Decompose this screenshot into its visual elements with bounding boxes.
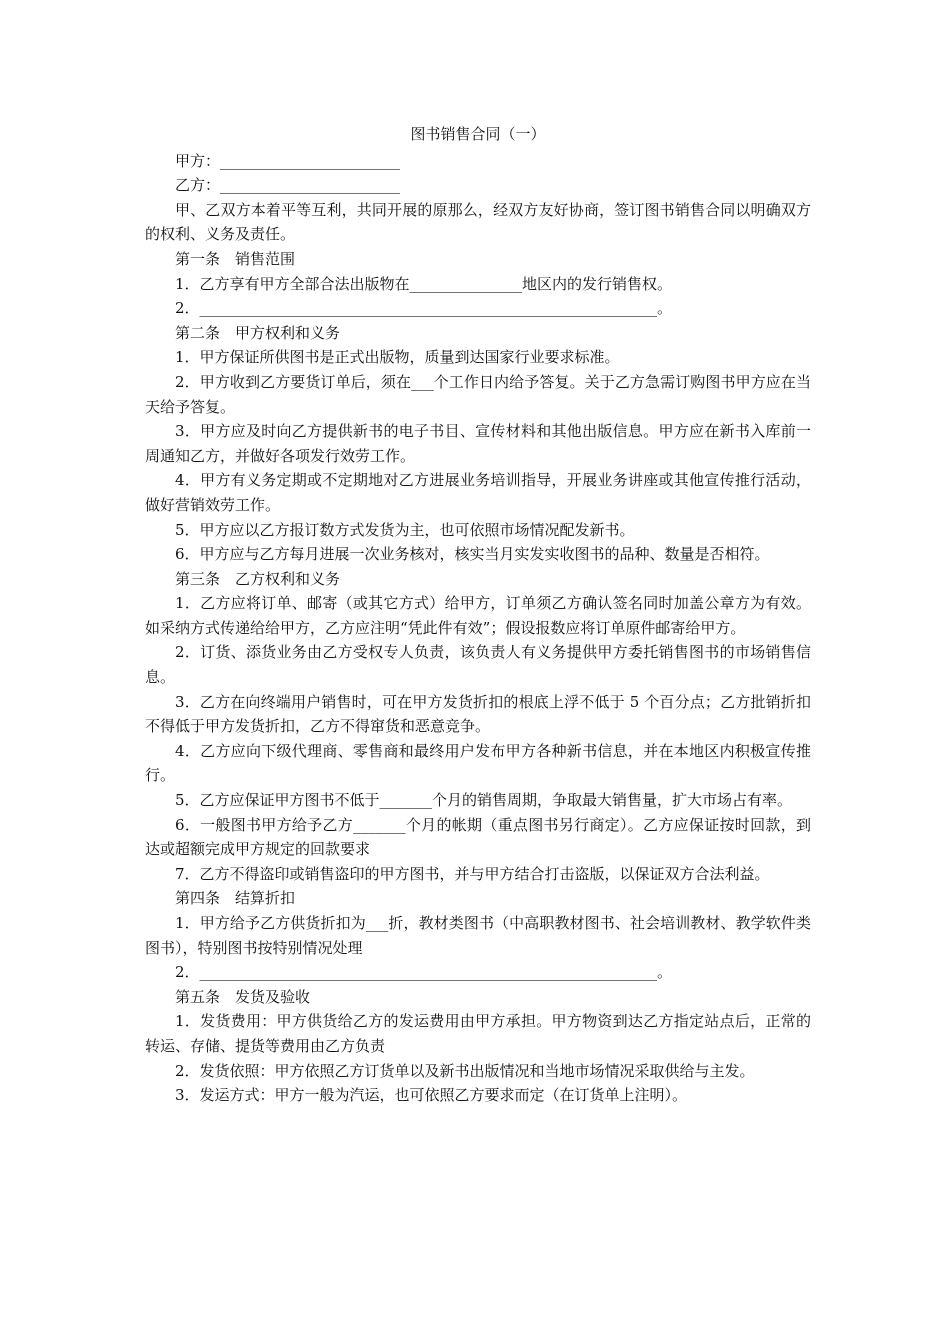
document-body: [145, 122, 811, 1108]
preamble-paragraph: 甲、乙双方本着平等互利，共同开展的原那么，经双方友好协商，签订图书销售合同以明确双方的权利、义务及责任。: [145, 200, 811, 244]
article-2-clause-4: 4．甲方有义务定期或不定期地对乙方进展业务培训指导，开展业务讲座或其他宣传推行活动，做好营销效劳工作。: [145, 471, 811, 514]
article-3-clause-2: 2．订货、添货业务由乙方受权专人负责，该负责人有义务提供甲方委托销售图书的市场销售信息。: [145, 643, 811, 687]
document-title: 图书销售合同（一）: [410, 125, 546, 143]
article-1-clause-1: 1．乙方享有甲方全部合法出版物在_______________地区内的发行销售权。: [175, 274, 673, 293]
article-2-clause-2: 2．甲方收到乙方要货订单后，须在___个工作日内给予答复。关于乙方急需订购图书甲方应在当天给予答复。: [145, 372, 811, 416]
article-2-clause-5: 5．甲方应以乙方报订数方式发货为主，也可依照市场情况配发新书。: [175, 520, 635, 539]
article-3-clause-7: 7．乙方不得盗印或销售盗印的甲方图书，并与甲方结合打击盗版，以保证双方合法利益。: [175, 864, 770, 883]
article-5-clause-1: 1．发货费用：甲方供货给乙方的发运费用由甲方承担。甲方物资到达乙方指定站点后，正常的转运、存储、提货等费用由乙方负责: [145, 1012, 811, 1055]
article-1-heading: 第一条 销售范围: [175, 249, 296, 268]
article-5-heading: 第五条 发货及验收: [175, 987, 311, 1006]
party-a-line: 甲方：________________________: [175, 151, 401, 170]
article-4-heading: 第四条 结算折扣: [175, 889, 296, 908]
article-4-clause-1: 1．甲方给予乙方供货折扣为___折，教材类图书（中高职教材图书、社会培训教材、教学软件类图书），特别图书按特别情况处理: [145, 914, 811, 957]
article-3-clause-6: 6．一般图书甲方给予乙方_______个月的帐期（重点图书另行商定）。乙方应保证按时回款，到达或超额完成甲方规定的回款要求: [145, 815, 811, 859]
party-b-line: 乙方：________________________: [175, 176, 401, 195]
article-1-clause-2: 2．_____________________________________________________________。: [175, 299, 673, 318]
article-3-clause-1: 1．乙方应将订单、邮寄（或其它方式）给甲方，订单须乙方确认签名同时加盖公章方为有效。如采纳方式传递给给甲方，乙方应注明“凭此件有效”；假设报数应将订单原件邮寄给甲方。: [145, 594, 811, 637]
article-3-clause-5: 5．乙方应保证甲方图书不低于_______个月的销售周期，争取最大销售量，扩大市场占有率。: [175, 791, 793, 810]
article-4-clause-2: 2．_____________________________________________________________。: [175, 963, 673, 982]
article-3-clause-3: 3．乙方在向终端用户销售时，可在甲方发货折扣的根底上浮不低于 5 个百分点；乙方批销折扣不得低于甲方发货折扣，乙方不得窜货和恶意竞争。: [145, 692, 811, 736]
article-2-clause-3: 3．甲方应及时向乙方提供新书的电子书目、宣传材料和其他出版信息。甲方应在新书入库前一周通知乙方，并做好各项发行效劳工作。: [145, 422, 811, 465]
article-5-clause-3: 3．发运方式：甲方一般为汽运，也可依照乙方要求而定（在订货单上注明）。: [175, 1086, 688, 1105]
article-5-clause-2: 2．发货依照：甲方依照乙方订货单以及新书出版情况和当地市场情况采取供给与主发。: [175, 1061, 755, 1080]
article-2-clause-6: 6．甲方应与乙方每月进展一次业务核对，核实当月实发实收图书的品种、数量是否相符。: [175, 545, 770, 564]
article-3-heading: 第三条 乙方权利和义务: [175, 569, 341, 588]
article-3-clause-4: 4．乙方应向下级代理商、零售商和最终用户发布甲方各种新书信息，并在本地区内积极宣传推行。: [145, 741, 811, 785]
article-2-clause-1: 1．甲方保证所供图书是正式出版物，质量到达国家行业要求标准。: [175, 348, 620, 367]
article-2-heading: 第二条 甲方权利和义务: [175, 323, 341, 342]
